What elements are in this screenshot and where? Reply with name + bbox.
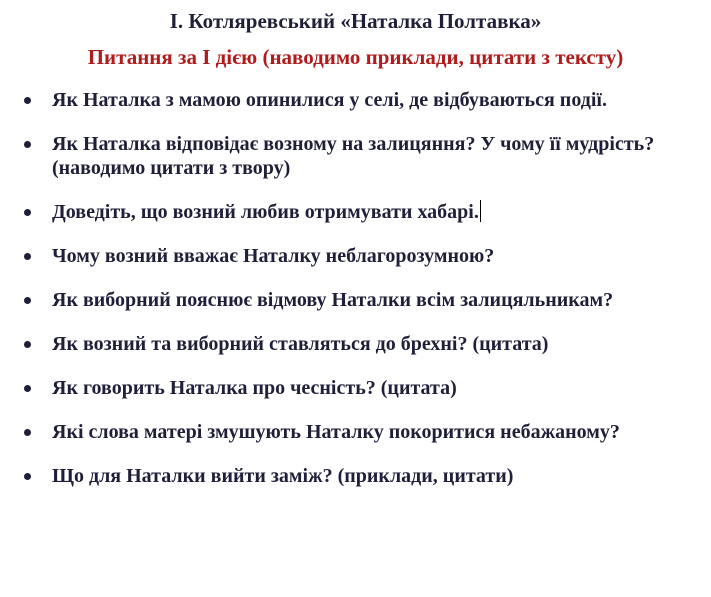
question-text: Які слова матері змушують Наталку покоритися небажаному? xyxy=(52,421,620,443)
text-cursor xyxy=(480,200,481,222)
question-item xyxy=(20,132,680,180)
question-text: Що для Наталки вийти заміж? (приклади, цитати) xyxy=(52,465,514,487)
question-item xyxy=(20,88,680,112)
question-item xyxy=(20,200,680,224)
bullet-icon xyxy=(24,385,31,392)
question-text: Чому возний вважає Наталку неблагорозумною? xyxy=(52,245,495,267)
bullet-icon xyxy=(24,473,31,480)
question-list xyxy=(20,88,680,508)
question-item xyxy=(20,420,680,444)
question-text: Як говорить Наталка про чесність? (цитата) xyxy=(52,377,457,399)
question-text: Як виборний пояснює відмову Наталки всім залицяльникам? xyxy=(52,289,614,311)
bullet-icon xyxy=(24,297,31,304)
question-item xyxy=(20,376,680,400)
question-text: Як Наталка з мамою опинилися у селі, де відбуваються події. xyxy=(52,89,607,111)
document-title: І. Котляревський «Наталка Полтавка» xyxy=(169,9,542,33)
bullet-icon xyxy=(24,97,31,104)
bullet-icon xyxy=(24,209,31,216)
question-text[interactable]: Доведіть, що возний любив отримувати хабарі. xyxy=(52,201,479,223)
bullet-icon xyxy=(24,429,31,436)
bullet-icon xyxy=(24,341,31,348)
bullet-icon xyxy=(24,253,31,260)
question-item xyxy=(20,332,680,356)
question-item xyxy=(20,464,680,488)
question-text: Як возний та виборний ставляться до брехні? (цитата) xyxy=(52,333,549,355)
question-item xyxy=(20,244,680,268)
bullet-icon xyxy=(24,141,31,148)
question-text: Як Наталка відповідає возному на залицяння? У чому її мудрість? (наводимо цитати з твору) xyxy=(52,133,655,179)
question-item xyxy=(20,288,680,312)
document-subtitle: Питання за І дією (наводимо приклади, цитати з тексту) xyxy=(87,45,624,69)
